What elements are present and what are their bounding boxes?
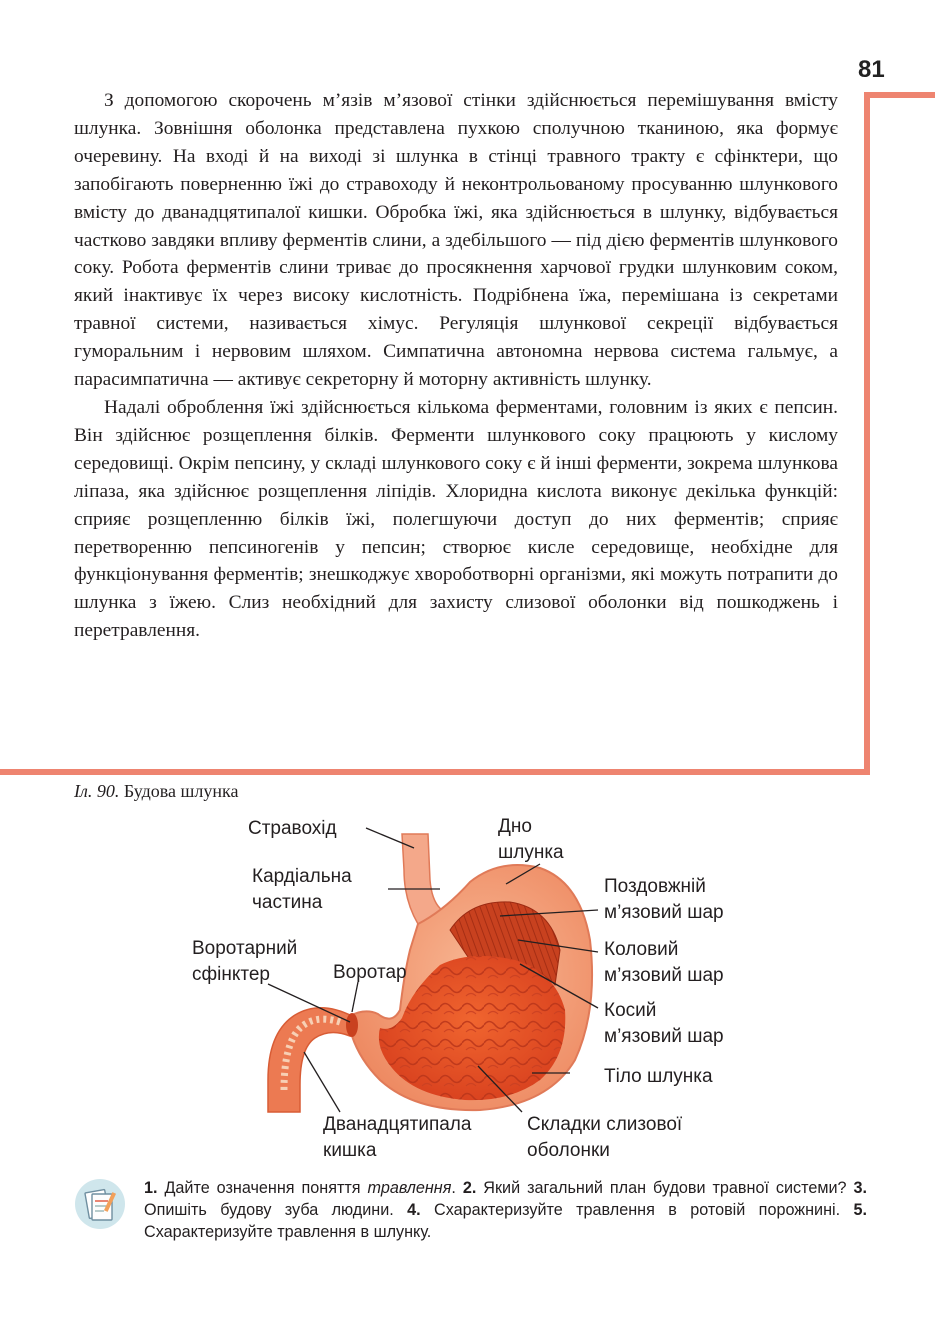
q1-text: Дайте означення поняття <box>164 1179 361 1197</box>
q1-number: 1. <box>144 1179 158 1197</box>
questions-icon <box>74 1178 126 1230</box>
label-pyloric-sphincter-1: Воротарний <box>192 938 298 959</box>
q2-text: Який загальний план будови травної системи? <box>483 1179 847 1197</box>
caption-text: Будова шлунка <box>123 781 239 801</box>
label-longitudinal-2: м’язовий шар <box>604 902 724 923</box>
q4-number: 4. <box>407 1201 421 1219</box>
label-cardia-1: Кардіальна <box>252 866 352 887</box>
label-longitudinal-1: Поздовжній <box>604 876 706 897</box>
q5-text: Схарактеризуйте травлення в шлунку. <box>144 1223 432 1241</box>
label-duodenum-2: кишка <box>323 1140 377 1161</box>
stomach-figure <box>0 800 935 1170</box>
label-fundus-1: Дно <box>498 816 532 837</box>
label-fundus-2: шлунка <box>498 842 564 863</box>
label-folds-2: оболонки <box>527 1140 610 1161</box>
label-oblique-1: Косий <box>604 1000 657 1021</box>
caption-number: Іл. 90. <box>74 781 120 801</box>
q5-number: 5. <box>853 1201 867 1219</box>
q1-end: . <box>451 1179 456 1197</box>
q3-text: Опишіть будову зуба людини. <box>144 1201 394 1219</box>
questions <box>144 1177 867 1243</box>
q3-number: 3. <box>853 1179 868 1197</box>
frame-bottom <box>0 769 870 775</box>
page-number: 81 <box>858 56 885 83</box>
figure-caption <box>74 781 238 802</box>
label-folds-1: Складки слизової <box>527 1114 683 1135</box>
label-duodenum-1: Дванадцятипала <box>323 1114 472 1135</box>
label-circular-1: Коловий <box>604 939 679 960</box>
label-circular-2: м’язовий шар <box>604 965 724 986</box>
frame-right <box>864 92 870 775</box>
pylorus-ring <box>346 1013 358 1037</box>
q2-number: 2. <box>462 1179 477 1197</box>
q4-text: Схарактеризуйте травлення в ротовій порожнині. <box>434 1201 841 1219</box>
q1-term: травлення <box>367 1179 452 1197</box>
label-pylorus: Воротар <box>333 962 407 983</box>
frame-top <box>864 92 935 98</box>
body-text <box>74 87 838 645</box>
label-esophagus: Стравохід <box>248 818 337 839</box>
label-pyloric-sphincter-2: сфінктер <box>192 964 270 985</box>
label-body: Тіло шлунка <box>604 1066 713 1087</box>
paragraph-2: Надалі оброблення їжі здійснюється кількома ферментами, головним із яких є пепсин. Він здійснює розщеплення білків. Ферменти шлункового соку працюють у кислому середовищі. Окрім пепсину, у складі шлункового соку є й інші ферменти, зокрема шлункова ліпаза, яка здійснює розщеплення ліпідів. Хлоридна кислота виконує декілька функцій: сприяє розщепленню білків їжі, полегшуючи доступ до них ферментів; сприяє перетворенню пепсиногенів у пепсин; створює кисле середовище, необхідне для функціонування ферментів; знешкоджує хвороботворні організми, які можуть потрапити до шлунка з їжею. Слиз необхідний для захисту слизової оболонки від пошкоджень і перетравлення. <box>74 396 838 642</box>
paragraph-1: З допомогою скорочень м’язів м’язової стінки здійснюється перемішування вмісту шлунка. Зовнішня оболонка представлена пухкою сполучною тканиною, яка формує очеревину. На вході й на виході зі шлунка в стінці травного тракту є сфінктери, що запобігають поверненню їжі до стравоходу й неконтрольованому просуванню шлункового вмісту до дванадцятипалої кишки. Обробка їжі, яка здійснюється в шлунку, відбувається частково завдяки впливу ферментів слини, а здебільшого — під дією ферментів шлункового соку. Робота ферментів слини триває до просякнення харчової грудки шлунковим соком, який інактивує їх через високу кислотність. Подрібнена їжа, перемішана із секретами травної системи, називається хімус. Регуляція шлункової секреції відбувається гуморальним і нервовим шляхом. Симпатична автономна нервова система гальмує, а парасимпатична — активує секреторну й моторну активність шлунку. <box>74 90 838 391</box>
label-oblique-2: м’язовий шар <box>604 1026 724 1047</box>
label-cardia-2: частина <box>252 892 323 913</box>
